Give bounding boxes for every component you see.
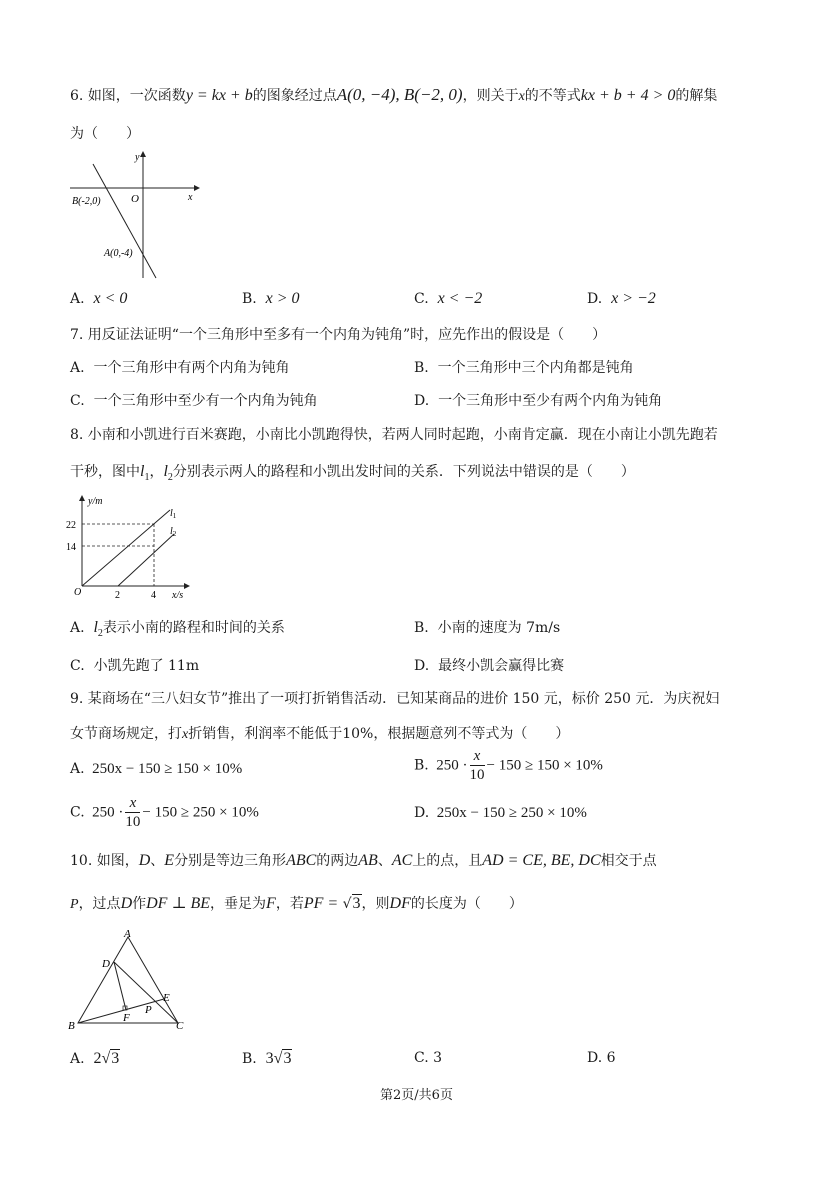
- q6-y-label: y: [135, 152, 140, 163]
- q6-stem-line1: [70, 85, 717, 105]
- q6-number: 6.: [70, 88, 84, 104]
- q10-label-a: A: [124, 928, 131, 940]
- q6-x-label: x: [188, 192, 193, 203]
- q6-inequality: kx + b + 4 > 0: [580, 87, 676, 104]
- q8-origin: O: [74, 587, 82, 598]
- q8-fig-l1: $l_1$: [170, 508, 177, 520]
- q9-stem-line1: 9. 某商场在“三八妇女节”推出了一项打折销售活动．已知某商品的进价 150 元，标价 250 元．为庆祝妇: [70, 691, 720, 707]
- q8-option-a[interactable]: A. $l_2$表示小南的路程和时间的关系: [70, 619, 285, 639]
- q6-y-arrow: [140, 151, 146, 157]
- q6-text: 的解集: [675, 88, 718, 104]
- q10-option-c[interactable]: C. 3: [414, 1050, 443, 1066]
- q8-option-b[interactable]: B. 小南的速度为 7m/s: [414, 620, 561, 636]
- q6-line: [93, 164, 156, 278]
- q8-line-l1: [82, 510, 170, 586]
- q9-option-c[interactable]: C. 250 · $\frac{x}{10}$ − 150 ≥ 250 × 10%: [70, 795, 259, 830]
- q6-point-a: A(0,-4): [104, 248, 133, 259]
- q8-l2: l: [163, 463, 168, 480]
- q7-stem: 7. 用反证法证明“一个三角形中至多有一个内角为钝角”时，应先作出的假设是（ ）: [70, 327, 607, 343]
- q10-option-d[interactable]: D. 6: [587, 1050, 616, 1066]
- q10-figure: [64, 925, 194, 1035]
- q6-point-b: B(-2,0): [72, 196, 101, 207]
- q8-x-label: x/s: [172, 590, 184, 601]
- q10-segment-df: [114, 962, 126, 1010]
- q9-option-b[interactable]: B. 250 · $\frac{x}{10}$ − 150 ≥ 150 × 10%: [414, 748, 603, 783]
- q6-option-d[interactable]: D. x > −2: [587, 290, 656, 307]
- q7-option-c[interactable]: C. 一个三角形中至少有一个内角为钝角: [70, 393, 318, 409]
- q6-function: y = kx + b: [185, 87, 253, 104]
- q6-var: x: [518, 89, 525, 104]
- q10-label-b: B: [68, 1020, 75, 1032]
- q9-stem-line2: 女节商场规定，打x折销售，利润率不能低于10%，根据题意列不等式为（ ）: [70, 726, 570, 742]
- q7-option-a[interactable]: A. 一个三角形中有两个内角为钝角: [70, 360, 290, 376]
- q8-stem-line2: 干秒，图中$l_1$，$l_2$分别表示两人的路程和小凯出发时间的关系．下列说法中错误的是（ ）: [70, 463, 635, 483]
- q10-label-f: F: [123, 1012, 130, 1024]
- q6-option-c[interactable]: C. x < −2: [414, 290, 483, 307]
- q8-x-arrow: [184, 583, 190, 589]
- q6-text: ，则关于: [462, 88, 519, 104]
- q10-option-b[interactable]: B. 3√3: [242, 1050, 292, 1067]
- q6-origin: O: [131, 193, 139, 205]
- q10-label-c: C: [176, 1020, 184, 1032]
- q6-option-b[interactable]: B. x > 0: [242, 290, 300, 307]
- q8-option-c[interactable]: C. 小凯先跑了 11m: [70, 658, 200, 674]
- q7-option-b[interactable]: B. 一个三角形中三个内角都是钝角: [414, 360, 634, 376]
- q8-option-d[interactable]: D. 最终小凯会赢得比赛: [414, 658, 565, 674]
- q10-stem-line2: P，过点D作DF ⊥ BE，垂足为F，若PF = √3，则DF的长度为（ ）: [70, 895, 523, 912]
- q6-points: A(0, −4), B(−2, 0): [336, 85, 463, 104]
- q8-line-l2: [118, 534, 174, 586]
- q6-text: 如图，一次函数: [87, 88, 186, 104]
- q7-option-d[interactable]: D. 一个三角形中至少有两个内角为钝角: [414, 393, 663, 409]
- q6-stem-line2: 为（ ）: [70, 126, 140, 142]
- q10-stem-line1: 10. 如图，D、E分别是等边三角形ABC的两边AB、AC上的点，且AD = CE, BE, DC相交于点: [70, 852, 657, 869]
- q8-stem-line1: 8. 小南和小凯进行百米赛跑，小南比小凯跑得快，若两人同时起跑，小南肯定赢．现在小南让小凯先跑若: [70, 427, 718, 443]
- q8-y-label: y/m: [88, 496, 103, 507]
- q6-text: 的不等式: [524, 88, 581, 104]
- q10-label-p: P: [145, 1004, 152, 1016]
- q8-l1: l: [140, 463, 145, 480]
- page-footer: 第2页/共6页: [380, 1088, 453, 1103]
- q8-tick-2: 2: [115, 590, 120, 601]
- q9-option-a[interactable]: A. 250x − 150 ≥ 150 × 10%: [70, 761, 243, 777]
- q6-option-a[interactable]: A. x < 0: [70, 290, 128, 307]
- q10-triangle-abc: [78, 937, 178, 1023]
- q8-tick-4: 4: [151, 590, 156, 601]
- q9-option-d[interactable]: D. 250x − 150 ≥ 250 × 10%: [414, 805, 587, 821]
- q8-figure: [62, 492, 202, 602]
- q8-y-arrow: [79, 495, 85, 501]
- q6-figure: [66, 148, 206, 283]
- q8-fig-l2: $l_2$: [170, 526, 177, 538]
- q6-text: 的图象经过点: [252, 88, 337, 104]
- q10-label-d: D: [102, 958, 110, 970]
- q8-tick-22: 22: [66, 520, 76, 531]
- q10-option-a[interactable]: A. 2√3: [70, 1050, 120, 1067]
- q10-label-e: E: [163, 992, 170, 1004]
- q6-x-arrow: [194, 185, 200, 191]
- q8-tick-14: 14: [66, 542, 76, 553]
